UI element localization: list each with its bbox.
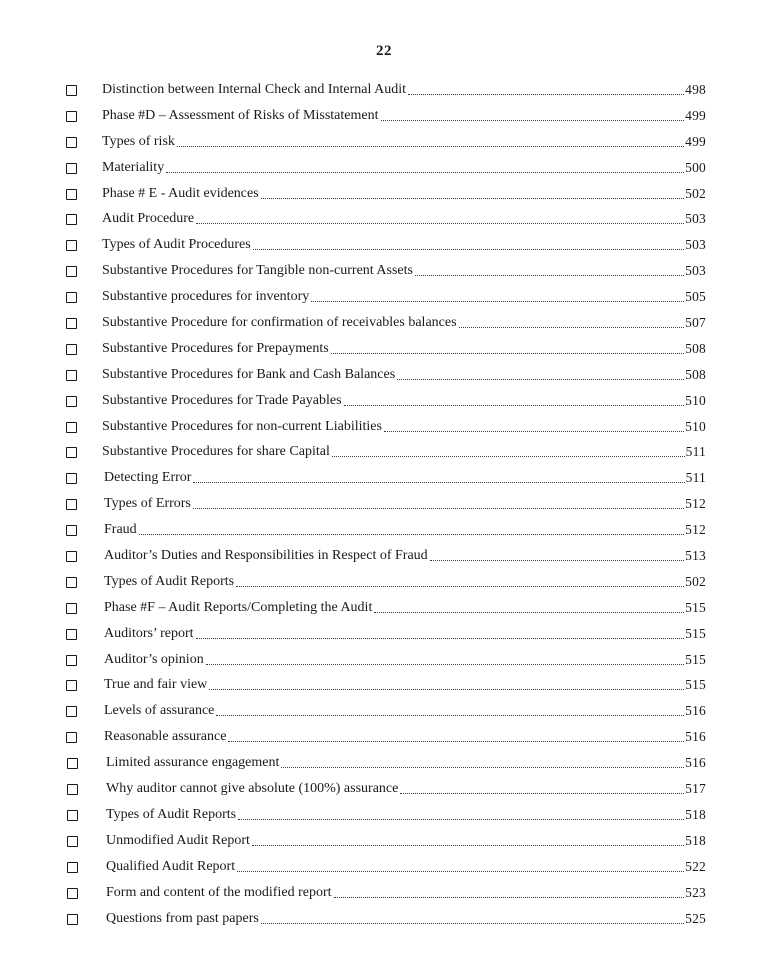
toc-entry (0, 570, 768, 596)
toc-entry-line (106, 884, 706, 902)
toc-entry-page-number: 502 (685, 185, 706, 201)
checkbox-icon (66, 214, 77, 225)
dot-leader (397, 379, 684, 380)
checkbox-icon (66, 629, 77, 640)
checkbox-icon (66, 577, 77, 588)
toc-entry-page-number: 511 (685, 444, 706, 460)
checkbox-icon (66, 266, 77, 277)
toc-entry (0, 337, 768, 363)
toc-entry-page-number: 512 (685, 522, 706, 538)
checkbox-icon (66, 240, 77, 251)
toc-entry (0, 829, 768, 855)
toc-entry-title: Types of Audit Reports (104, 573, 235, 589)
dot-leader (236, 586, 684, 587)
toc-entry-page-number: 510 (685, 418, 706, 434)
dot-leader (459, 327, 685, 328)
toc-entry-title: Detecting Error (104, 470, 192, 486)
toc-entry (0, 156, 768, 182)
toc-entry-title: Why auditor cannot give absolute (100%) assurance (106, 781, 399, 797)
toc-entry-title: Substantive Procedures for Tangible non-current Assets (102, 263, 413, 279)
toc-entry-line (102, 340, 706, 358)
dot-leader (374, 612, 684, 613)
dot-leader (216, 715, 684, 716)
toc-entry (0, 104, 768, 130)
toc-entry-title: Substantive procedures for inventory (102, 289, 310, 305)
dot-leader (193, 508, 684, 509)
toc-entry (0, 415, 768, 441)
toc-entry-page-number: 522 (685, 858, 706, 874)
toc-entry-line (104, 547, 706, 565)
toc-entry-page-number: 515 (685, 625, 706, 641)
dot-leader (166, 172, 684, 173)
toc-entry-line (104, 728, 706, 746)
toc-entry-line (106, 806, 706, 824)
toc-entry-title: Types of Audit Procedures (102, 237, 251, 253)
toc-entry-page-number: 516 (685, 729, 706, 745)
toc-entry-title: Types of Audit Reports (106, 806, 237, 822)
toc-entry-line (102, 210, 706, 228)
checkbox-icon (67, 862, 78, 873)
toc-entry-line (104, 469, 706, 487)
toc-entry-line (102, 314, 706, 332)
toc-entry-page-number: 507 (685, 315, 706, 331)
checkbox-icon (66, 318, 77, 329)
toc-entry-page-number: 513 (685, 548, 706, 564)
toc-entry-line (104, 702, 706, 720)
dot-leader (237, 871, 684, 872)
toc-entry-page-number: 518 (685, 806, 706, 822)
toc-entry-line (102, 159, 706, 177)
toc-entry-line (102, 81, 706, 99)
toc-entry-page-number: 523 (685, 884, 706, 900)
dot-leader (381, 120, 685, 121)
toc-entry-line (106, 858, 706, 876)
toc-entry-page-number: 515 (685, 651, 706, 667)
checkbox-icon (66, 422, 77, 433)
toc-entry-page-number: 500 (685, 159, 706, 175)
dot-leader (331, 353, 684, 354)
toc-entry-line (104, 599, 706, 617)
toc-entry-title: Types of Errors (104, 496, 191, 512)
toc-entry (0, 648, 768, 674)
checkbox-icon (66, 344, 77, 355)
toc-entry (0, 285, 768, 311)
toc-entry-page-number: 503 (685, 211, 706, 227)
checkbox-icon (66, 396, 77, 407)
dot-leader (261, 198, 684, 199)
toc-entry-line (104, 521, 706, 539)
toc-entry-page-number: 525 (685, 910, 706, 926)
toc-entry (0, 311, 768, 337)
checkbox-icon (66, 473, 77, 484)
toc-entry-title: Reasonable assurance (104, 729, 227, 745)
toc-entry-page-number: 503 (685, 263, 706, 279)
toc-entry-line (104, 573, 706, 591)
toc-entry-page-number: 498 (685, 82, 706, 97)
page-number: 22 (376, 43, 392, 59)
toc-entry-title: Phase # E - Audit evidences (102, 185, 259, 201)
toc-entry (0, 363, 768, 389)
checkbox-icon (66, 189, 77, 200)
toc-entry-title: Substantive Procedure for confirmation of receivables balances (102, 315, 457, 331)
checkbox-icon (66, 551, 77, 562)
toc-entry-title: Materiality (102, 159, 165, 175)
toc-entry-page-number: 508 (685, 366, 706, 382)
dot-leader (253, 249, 684, 250)
checkbox-icon (66, 706, 77, 717)
toc-entry-title: Phase #F – Audit Reports/Completing the Audit (104, 599, 373, 615)
dot-leader (281, 767, 684, 768)
toc-entry-page-number: 515 (685, 599, 706, 615)
toc-entry-page-number: 499 (685, 133, 706, 149)
toc-entry-page-number: 505 (685, 289, 706, 305)
toc-entry-line (102, 107, 706, 125)
toc-entry-title: Substantive Procedures for Prepayments (102, 340, 329, 356)
toc-entry-line (106, 754, 706, 772)
toc-entry (0, 440, 768, 466)
checkbox-icon (66, 85, 77, 96)
toc-entry-page-number: 503 (685, 237, 706, 253)
toc-entry-line (102, 443, 706, 461)
toc-entry-title: Audit Procedure (102, 211, 195, 227)
checkbox-icon (67, 888, 78, 899)
toc-entry (0, 907, 768, 933)
toc-entry-line (102, 418, 706, 436)
toc-entry-title: Unmodified Audit Report (106, 832, 250, 848)
toc-entry-title: Fraud (104, 522, 137, 538)
toc-entry-title: True and fair view (104, 677, 208, 693)
checkbox-icon (66, 525, 77, 536)
toc-entry-line (102, 288, 706, 306)
dot-leader (206, 664, 684, 665)
toc-entry-title: Limited assurance engagement (106, 755, 280, 771)
toc-entry-title: Substantive Procedures for Bank and Cash Balances (102, 366, 396, 382)
toc-entry-page-number: 516 (685, 755, 706, 771)
dot-leader (196, 223, 684, 224)
checkbox-icon (66, 447, 77, 458)
toc-entry (0, 233, 768, 259)
toc-entry-page-number: 511 (685, 470, 706, 486)
toc-entry-line (102, 236, 706, 254)
dot-leader (177, 146, 684, 147)
dot-leader (193, 482, 684, 483)
toc-entry-line (102, 262, 706, 280)
toc-entry (0, 803, 768, 829)
toc-entry-title: Substantive Procedures for non-current Liabilities (102, 418, 382, 434)
toc-entry-title: Substantive Procedures for Trade Payables (102, 392, 342, 408)
toc-entry-title: Phase #D – Assessment of Risks of Misstatement (102, 107, 379, 123)
checkbox-icon (66, 680, 77, 691)
toc-entry-line (106, 910, 706, 928)
toc-entry-line (104, 651, 706, 669)
toc-entry-line (102, 185, 706, 203)
checkbox-icon (66, 292, 77, 303)
toc-entry (0, 78, 768, 104)
toc-entry-line (104, 495, 706, 513)
toc-entry (0, 182, 768, 208)
dot-leader (252, 845, 684, 846)
toc-entry-title: Types of risk (102, 133, 175, 149)
toc-entry (0, 622, 768, 648)
toc-entry (0, 725, 768, 751)
checkbox-icon (66, 137, 77, 148)
toc-entry-line (104, 625, 706, 643)
checkbox-icon (67, 914, 78, 925)
dot-leader (209, 689, 684, 690)
toc-entry-page-number: 502 (685, 573, 706, 589)
toc-entry-title: Auditor’s opinion (104, 651, 204, 667)
toc-entry (0, 389, 768, 415)
toc-entry-title: Questions from past papers (106, 910, 259, 926)
dot-leader (228, 741, 684, 742)
dot-leader (139, 534, 684, 535)
toc-entry-page-number: 499 (685, 107, 706, 123)
toc-entry (0, 130, 768, 156)
dot-leader (415, 275, 684, 276)
toc-entry-title: Levels of assurance (104, 703, 215, 719)
toc-entry (0, 259, 768, 285)
dot-leader (408, 94, 684, 95)
dot-leader (430, 560, 684, 561)
toc-entry-page-number: 508 (685, 340, 706, 356)
toc-entry (0, 466, 768, 492)
checkbox-icon (66, 111, 77, 122)
toc-entry (0, 777, 768, 803)
dot-leader (332, 456, 685, 457)
toc-entry-line (106, 832, 706, 850)
checkbox-icon (67, 784, 78, 795)
toc-entry (0, 492, 768, 518)
toc-entry-title: Form and content of the modified report (106, 884, 332, 900)
toc-entry-line (102, 392, 706, 410)
toc-entry-title: Qualified Audit Report (106, 858, 236, 874)
dot-leader (238, 819, 684, 820)
dot-leader (311, 301, 684, 302)
toc-entry-title: Substantive Procedures for share Capital (102, 444, 330, 460)
toc-entry (0, 518, 768, 544)
toc-entry (0, 855, 768, 881)
checkbox-icon (66, 603, 77, 614)
toc-entry-title: Auditors’ report (104, 625, 194, 641)
table-of-contents (0, 78, 768, 932)
toc-entry (0, 207, 768, 233)
toc-entry-title: Auditor’s Duties and Responsibilities in Respect of Fraud (104, 548, 428, 564)
toc-entry (0, 699, 768, 725)
checkbox-icon (66, 732, 77, 743)
toc-entry-page-number: 518 (685, 832, 706, 848)
toc-entry-page-number: 512 (685, 496, 706, 512)
dot-leader (384, 431, 684, 432)
toc-entry-line (102, 133, 706, 151)
toc-entry-title: Distinction between Internal Check and Internal Audit (102, 82, 407, 97)
toc-entry (0, 751, 768, 777)
checkbox-icon (67, 758, 78, 769)
toc-entry-line (106, 780, 706, 798)
toc-entry-line (102, 366, 706, 384)
checkbox-icon (66, 370, 77, 381)
checkbox-icon (66, 499, 77, 510)
dot-leader (196, 638, 685, 639)
checkbox-icon (67, 810, 78, 821)
toc-entry (0, 596, 768, 622)
dot-leader (344, 405, 685, 406)
toc-entry-page-number: 510 (685, 392, 706, 408)
checkbox-icon (66, 655, 77, 666)
toc-entry-page-number: 517 (685, 781, 706, 797)
toc-entry (0, 544, 768, 570)
dot-leader (334, 897, 685, 898)
dot-leader (261, 923, 684, 924)
toc-entry-line (104, 676, 706, 694)
toc-entry (0, 881, 768, 907)
checkbox-icon (67, 836, 78, 847)
toc-entry (0, 673, 768, 699)
toc-entry-page-number: 515 (685, 677, 706, 693)
dot-leader (400, 793, 684, 794)
checkbox-icon (66, 163, 77, 174)
toc-entry-page-number: 516 (685, 703, 706, 719)
